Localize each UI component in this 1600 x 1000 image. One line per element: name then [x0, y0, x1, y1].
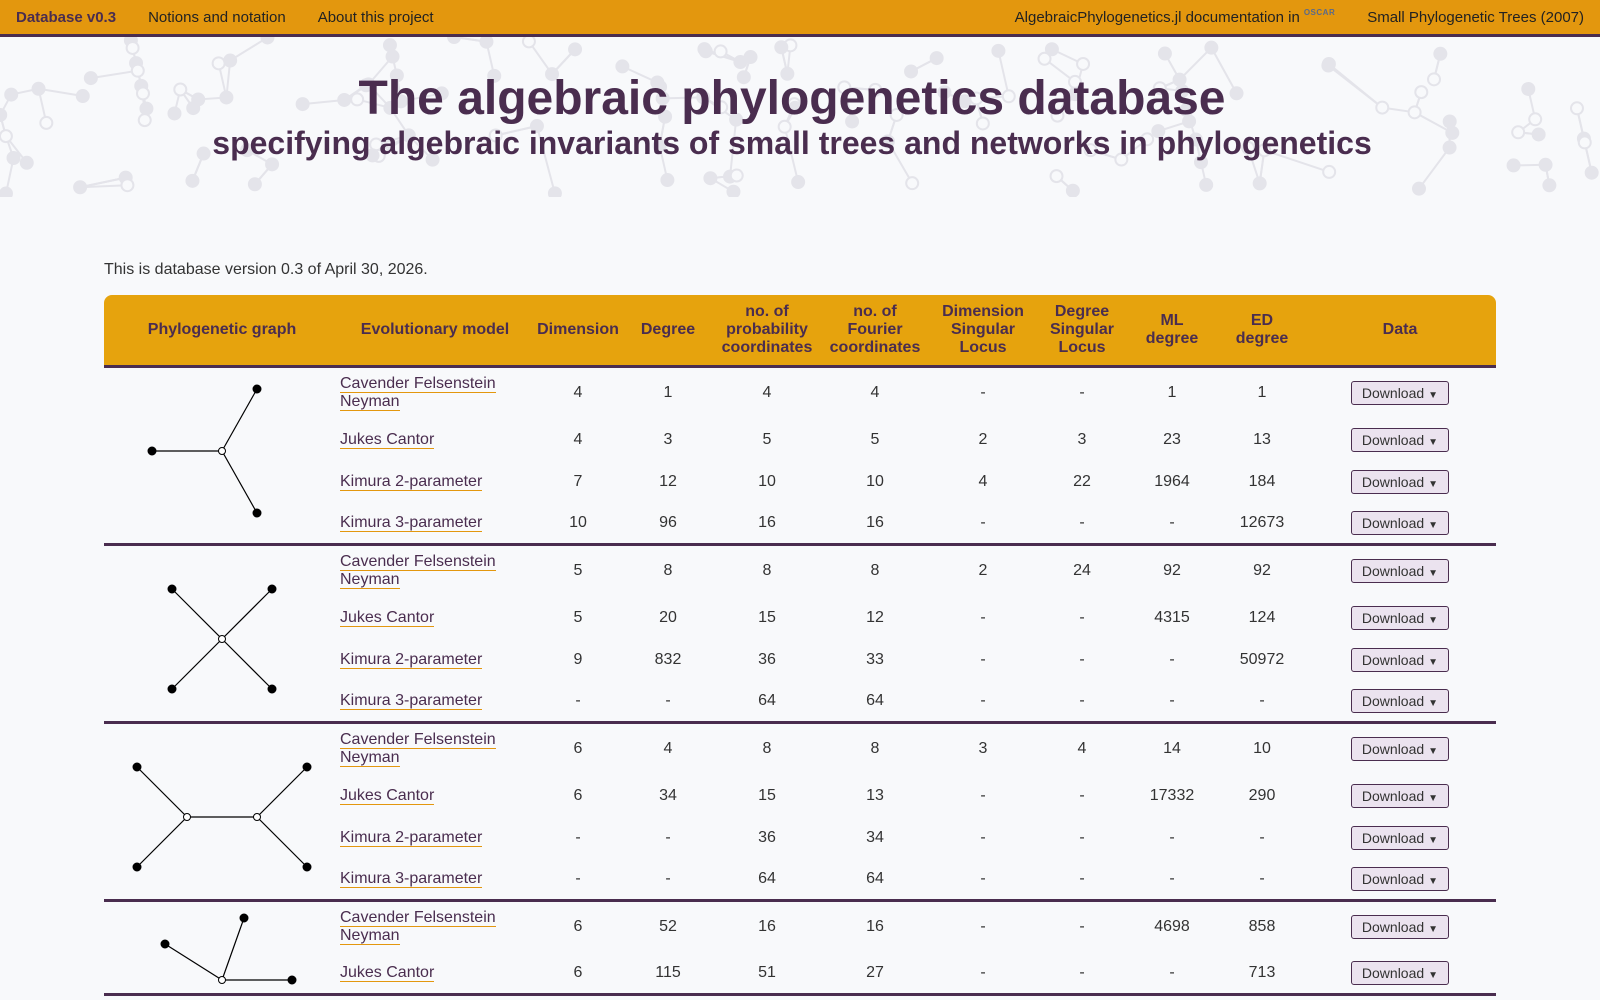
fourier-coordinates-cell: 4 — [870, 384, 880, 402]
model-link-text: Kimura 3-parameter — [340, 691, 483, 709]
ml-degree-cell: - — [1169, 963, 1175, 981]
table-row — [104, 723, 1496, 775]
degree-cell: 8 — [663, 562, 673, 580]
leaf-node — [288, 976, 296, 984]
graph-edge — [222, 589, 272, 639]
caret-down-icon: ▼ — [1428, 746, 1439, 758]
dimension-cell: - — [575, 869, 581, 887]
internal-node — [219, 976, 226, 983]
dimension-cell: 10 — [569, 513, 587, 531]
table-row — [104, 901, 1496, 953]
model-link-text: Jukes Cantor — [340, 608, 435, 626]
graph-edge — [222, 451, 257, 513]
ed-degree-cell: 10 — [1253, 740, 1271, 758]
model-cell — [340, 723, 530, 775]
header-dimension: Dimension — [530, 295, 626, 367]
model-link[interactable] — [340, 692, 482, 710]
data-cell — [1304, 953, 1496, 995]
degree-cell: - — [665, 869, 671, 887]
degree-cell: 96 — [659, 513, 677, 531]
model-link[interactable] — [340, 787, 434, 805]
ml-degree-cell: 17332 — [1149, 786, 1195, 804]
fourier-coordinates-cell: 64 — [866, 691, 884, 709]
model-link-text: Jukes Cantor — [340, 430, 435, 448]
data-cell — [1304, 817, 1496, 859]
dimension-singular-locus-cell: - — [980, 608, 986, 626]
download-label: Download — [1361, 741, 1425, 758]
ed-degree-cell: 12673 — [1239, 513, 1285, 531]
ed-degree-cell: - — [1259, 691, 1265, 709]
oscar-logo[interactable]: OSCAR — [1303, 8, 1336, 17]
dimension-singular-locus-cell: 2 — [978, 562, 988, 580]
degree-cell: 1 — [663, 384, 673, 402]
graph-edge — [172, 589, 222, 639]
table-group — [104, 367, 1496, 545]
internal-node — [254, 813, 261, 820]
four-leaf-star-tree-graph — [127, 574, 317, 694]
fourier-coordinates-cell: 13 — [866, 786, 884, 804]
degree-singular-locus-cell: - — [1079, 513, 1085, 531]
leaf-node — [133, 763, 141, 771]
page-title: The algebraic phylogenetics database — [358, 72, 1226, 125]
leaf-node — [240, 914, 248, 922]
ml-degree-cell: - — [1169, 869, 1175, 887]
data-cell — [1304, 901, 1496, 953]
download-label: Download — [1361, 563, 1425, 580]
dimension-singular-locus-cell: 4 — [978, 472, 988, 490]
nav-link-notions[interactable]: Notions and notation — [148, 8, 286, 26]
degree-cell: 20 — [659, 608, 677, 626]
model-link-text: Kimura 3-parameter — [340, 513, 483, 531]
model-link-text: Neyman — [340, 927, 400, 945]
dimension-cell: 9 — [573, 650, 583, 668]
data-cell — [1304, 545, 1496, 597]
download-label: Download — [1361, 964, 1425, 981]
data-cell — [1304, 367, 1496, 419]
ed-degree-cell: - — [1259, 869, 1265, 887]
probability-coordinates-cell: 16 — [758, 513, 776, 531]
leaf-node — [303, 763, 311, 771]
ed-degree-cell: 184 — [1248, 472, 1276, 490]
download-label: Download — [1361, 385, 1425, 402]
download-label: Download — [1361, 514, 1425, 531]
model-link-text: Neyman — [340, 393, 400, 411]
dimension-singular-locus-cell: 2 — [978, 430, 988, 448]
dimension-cell: 5 — [573, 608, 583, 626]
dimension-cell: - — [575, 828, 581, 846]
version-text: This is database version 0.3 of April 30, 2026. — [104, 261, 428, 278]
graph-edge — [222, 389, 257, 451]
data-cell — [1304, 859, 1496, 901]
dimension-cell: - — [575, 691, 581, 709]
data-cell — [1304, 639, 1496, 681]
degree-cell: 34 — [659, 786, 677, 804]
data-cell — [1304, 503, 1496, 545]
caret-down-icon: ▼ — [1428, 697, 1439, 709]
probability-coordinates-cell: 15 — [758, 786, 776, 804]
caret-down-icon: ▼ — [1428, 519, 1439, 531]
graph-edge — [137, 817, 187, 867]
probability-coordinates-cell: 64 — [758, 691, 776, 709]
internal-node — [184, 813, 191, 820]
ed-degree-cell: 1 — [1257, 384, 1267, 402]
fourier-coordinates-cell: 34 — [866, 828, 884, 846]
dimension-cell: 6 — [573, 740, 583, 758]
leaf-node — [268, 585, 276, 593]
degree-singular-locus-cell: - — [1079, 869, 1085, 887]
download-label: Download — [1361, 692, 1425, 709]
model-cell — [340, 503, 530, 545]
model-cell — [340, 901, 530, 953]
download-button[interactable] — [1351, 915, 1449, 939]
graph-edge — [165, 944, 222, 980]
model-cell — [340, 775, 530, 817]
model-cell — [340, 859, 530, 901]
model-cell — [340, 817, 530, 859]
model-link-text: Kimura 3-parameter — [340, 869, 483, 887]
download-label: Download — [1361, 787, 1425, 804]
model-cell — [340, 367, 530, 419]
table-group — [104, 545, 1496, 723]
degree-singular-locus-cell: - — [1079, 384, 1085, 402]
probability-coordinates-cell: 8 — [762, 562, 772, 580]
ed-degree-cell: 124 — [1248, 608, 1276, 626]
degree-singular-locus-cell: 3 — [1077, 430, 1087, 448]
dimension-singular-locus-cell: - — [980, 513, 986, 531]
degree-cell: - — [665, 828, 671, 846]
header-fourier-coordinates: no. of Fourier coordinates — [824, 295, 926, 367]
degree-cell: 115 — [655, 963, 681, 981]
download-button[interactable] — [1351, 511, 1449, 535]
data-cell — [1304, 775, 1496, 817]
probability-coordinates-cell: 5 — [762, 430, 772, 448]
dimension-cell: 6 — [573, 786, 583, 804]
leaf-node — [148, 447, 156, 455]
probability-coordinates-cell: 16 — [758, 918, 776, 936]
model-link-text: Cavender Felsenstein — [340, 553, 496, 571]
ml-degree-cell: 4315 — [1154, 608, 1190, 626]
fourier-coordinates-cell: 33 — [866, 650, 884, 668]
caret-down-icon: ▼ — [1428, 792, 1439, 804]
caret-down-icon: ▼ — [1428, 924, 1439, 936]
dimension-cell: 4 — [573, 384, 583, 402]
download-label: Download — [1361, 431, 1425, 448]
table-row — [104, 545, 1496, 597]
model-link-text: Cavender Felsenstein — [340, 731, 496, 749]
caret-down-icon: ▼ — [1428, 875, 1439, 887]
dimension-singular-locus-cell: - — [980, 918, 986, 936]
nav-link-small-phylogenetic-trees[interactable]: Small Phylogenetic Trees (2007) — [1367, 8, 1584, 26]
degree-cell: 52 — [659, 918, 677, 936]
probability-coordinates-cell: 8 — [762, 740, 772, 758]
four-leaf-binary-tree-graph — [127, 752, 317, 872]
download-button[interactable] — [1351, 428, 1449, 452]
fourier-coordinates-cell: 16 — [866, 513, 884, 531]
download-button[interactable] — [1351, 689, 1449, 713]
caret-down-icon: ▼ — [1428, 969, 1439, 981]
model-link-text: Kimura 2-parameter — [340, 828, 483, 846]
dimension-singular-locus-cell: - — [980, 828, 986, 846]
model-link[interactable] — [340, 553, 496, 589]
degree-singular-locus-cell: - — [1079, 650, 1085, 668]
phylogenetic-graph-cell — [104, 367, 340, 545]
dimension-singular-locus-cell: - — [980, 786, 986, 804]
leaf-node — [253, 385, 261, 393]
model-link[interactable] — [340, 473, 482, 491]
dimension-singular-locus-cell: 3 — [978, 740, 988, 758]
dimension-cell: 4 — [573, 430, 583, 448]
invariants-table — [104, 295, 1496, 996]
probability-coordinates-cell: 51 — [758, 963, 776, 981]
data-cell — [1304, 681, 1496, 723]
degree-singular-locus-cell: 24 — [1073, 562, 1091, 580]
download-button[interactable] — [1351, 470, 1449, 494]
leaf-node — [168, 585, 176, 593]
graph-edge — [137, 767, 187, 817]
probability-coordinates-cell: 15 — [758, 608, 776, 626]
degree-singular-locus-cell: 4 — [1077, 740, 1087, 758]
nav-right-group — [1015, 8, 1600, 26]
ml-degree-cell: 4698 — [1154, 918, 1190, 936]
model-link-text: Kimura 2-parameter — [340, 472, 483, 490]
ed-degree-cell: - — [1259, 828, 1265, 846]
model-link-text: Cavender Felsenstein — [340, 375, 496, 393]
ml-degree-cell: 23 — [1163, 430, 1181, 448]
ml-degree-cell: - — [1169, 691, 1175, 709]
five-leaf-tree-graph — [127, 903, 317, 993]
header-degree: Degree — [626, 295, 710, 367]
degree-cell: - — [665, 691, 671, 709]
nav-brand[interactable]: Database v0.3 — [16, 8, 117, 26]
download-button[interactable] — [1351, 381, 1449, 405]
leaf-node — [168, 685, 176, 693]
leaf-node — [268, 685, 276, 693]
fourier-coordinates-cell: 5 — [870, 430, 880, 448]
ml-degree-cell: - — [1169, 650, 1175, 668]
dimension-cell: 5 — [573, 562, 583, 580]
model-cell — [340, 419, 530, 461]
phylogenetic-graph-cell — [104, 545, 340, 723]
table-header — [104, 295, 1496, 367]
model-link-text: Kimura 2-parameter — [340, 650, 483, 668]
ml-degree-cell: - — [1169, 513, 1175, 531]
download-button[interactable] — [1351, 784, 1449, 808]
model-link[interactable] — [340, 651, 482, 669]
header-probability-coordinates: no. of probability coordinates — [710, 295, 824, 367]
table-group — [104, 723, 1496, 901]
dimension-cell: 6 — [573, 963, 583, 981]
phylogenetic-graph-cell — [104, 901, 340, 995]
probability-coordinates-cell: 36 — [758, 650, 776, 668]
caret-down-icon: ▼ — [1428, 614, 1439, 626]
dimension-cell: 6 — [573, 918, 583, 936]
model-link[interactable] — [340, 609, 434, 627]
page-subtitle: specifying algebraic invariants of small trees and networks in phylogenetics — [212, 125, 1372, 161]
caret-down-icon: ▼ — [1428, 656, 1439, 668]
ed-degree-cell: 13 — [1253, 430, 1271, 448]
model-link[interactable] — [340, 909, 496, 945]
model-link[interactable] — [340, 514, 482, 532]
graph-edge — [222, 639, 272, 689]
leaf-node — [133, 863, 141, 871]
download-button[interactable] — [1351, 559, 1449, 583]
model-cell — [340, 461, 530, 503]
model-cell — [340, 953, 530, 995]
degree-cell: 832 — [654, 650, 682, 668]
ml-degree-cell: 1964 — [1154, 472, 1190, 490]
caret-down-icon: ▼ — [1428, 390, 1439, 402]
degree-cell: 12 — [659, 472, 677, 490]
fourier-coordinates-cell: 16 — [866, 918, 884, 936]
leaf-node — [253, 509, 261, 517]
header-degree-singular-locus: Degree Singular Locus — [1040, 295, 1124, 367]
phylogenetic-graph-cell — [104, 723, 340, 901]
model-link-text: Neyman — [340, 749, 400, 767]
probability-coordinates-cell: 64 — [758, 869, 776, 887]
table-row — [104, 367, 1496, 419]
fourier-coordinates-cell: 10 — [866, 472, 884, 490]
header-data: Data — [1304, 295, 1496, 367]
model-cell — [340, 597, 530, 639]
three-leaf-star-tree-graph — [127, 381, 317, 531]
download-button[interactable] — [1351, 867, 1449, 891]
model-link-text: Jukes Cantor — [340, 963, 435, 981]
caret-down-icon: ▼ — [1428, 834, 1439, 846]
header-graph: Phylogenetic graph — [104, 295, 340, 367]
nav-link-about[interactable]: About this project — [317, 8, 434, 26]
header-ml-degree: ML degree — [1124, 295, 1220, 367]
download-button[interactable] — [1351, 961, 1449, 985]
header-ed-degree: ED degree — [1220, 295, 1304, 367]
download-label: Download — [1361, 651, 1425, 668]
degree-singular-locus-cell: - — [1079, 918, 1085, 936]
ed-degree-cell: 290 — [1248, 786, 1276, 804]
download-button[interactable] — [1351, 826, 1449, 850]
header-dimension-singular-locus: Dimension Singular Locus — [926, 295, 1040, 367]
internal-node — [219, 635, 226, 642]
table-group — [104, 901, 1496, 995]
model-link[interactable] — [340, 964, 434, 982]
ed-degree-cell: 50972 — [1239, 650, 1285, 668]
caret-down-icon: ▼ — [1428, 436, 1439, 448]
data-cell — [1304, 419, 1496, 461]
probability-coordinates-cell: 10 — [758, 472, 776, 490]
top-navbar — [0, 0, 1600, 37]
caret-down-icon: ▼ — [1428, 568, 1439, 580]
download-label: Download — [1361, 870, 1425, 887]
ml-degree-cell: 14 — [1163, 740, 1181, 758]
probability-coordinates-cell: 36 — [758, 828, 776, 846]
model-link[interactable] — [340, 870, 482, 888]
dimension-singular-locus-cell: - — [980, 691, 986, 709]
model-link[interactable] — [340, 431, 434, 449]
ml-degree-cell: 92 — [1163, 562, 1181, 580]
nav-link-algebraicphylogenetics-docs[interactable]: AlgebraicPhylogenetics.jl documentation in — [1014, 8, 1300, 26]
degree-singular-locus-cell: - — [1079, 828, 1085, 846]
graph-edge — [257, 817, 307, 867]
degree-singular-locus-cell: - — [1079, 786, 1085, 804]
ml-degree-cell: - — [1169, 828, 1175, 846]
graph-edge — [172, 639, 222, 689]
fourier-coordinates-cell: 64 — [866, 869, 884, 887]
data-cell — [1304, 723, 1496, 775]
ml-degree-cell: 1 — [1167, 384, 1177, 402]
ed-degree-cell: 713 — [1248, 963, 1276, 981]
download-button[interactable] — [1351, 606, 1449, 630]
ed-degree-cell: 92 — [1253, 562, 1271, 580]
model-link[interactable] — [340, 731, 496, 767]
leaf-node — [303, 863, 311, 871]
fourier-coordinates-cell: 12 — [866, 608, 884, 626]
degree-singular-locus-cell: - — [1079, 691, 1085, 709]
model-link[interactable] — [340, 375, 496, 411]
model-link-text: Jukes Cantor — [340, 786, 435, 804]
degree-singular-locus-cell: - — [1079, 963, 1085, 981]
dimension-singular-locus-cell: - — [980, 869, 986, 887]
degree-cell: 3 — [663, 430, 673, 448]
model-link-text: Neyman — [340, 571, 400, 589]
data-cell — [1304, 597, 1496, 639]
dimension-singular-locus-cell: - — [980, 650, 986, 668]
download-label: Download — [1361, 609, 1425, 626]
graph-edge — [222, 918, 244, 980]
probability-coordinates-cell: 4 — [762, 384, 772, 402]
download-button[interactable] — [1351, 737, 1449, 761]
degree-singular-locus-cell: 22 — [1073, 472, 1091, 490]
degree-cell: 4 — [663, 740, 673, 758]
fourier-coordinates-cell: 8 — [870, 740, 880, 758]
caret-down-icon: ▼ — [1428, 478, 1439, 490]
ed-degree-cell: 858 — [1248, 918, 1276, 936]
model-link[interactable] — [340, 829, 482, 847]
internal-node — [219, 447, 226, 454]
header-model: Evolutionary model — [340, 295, 530, 367]
download-label: Download — [1361, 829, 1425, 846]
graph-edge — [257, 767, 307, 817]
fourier-coordinates-cell: 8 — [870, 562, 880, 580]
model-cell — [340, 681, 530, 723]
dimension-singular-locus-cell: - — [980, 963, 986, 981]
dimension-singular-locus-cell: - — [980, 384, 986, 402]
download-label: Download — [1361, 473, 1425, 490]
download-label: Download — [1361, 919, 1425, 936]
model-cell — [340, 545, 530, 597]
fourier-coordinates-cell: 27 — [866, 963, 884, 981]
download-button[interactable] — [1351, 648, 1449, 672]
leaf-node — [161, 940, 169, 948]
data-cell — [1304, 461, 1496, 503]
model-link-text: Cavender Felsenstein — [340, 909, 496, 927]
degree-singular-locus-cell: - — [1079, 608, 1085, 626]
model-cell — [340, 639, 530, 681]
dimension-cell: 7 — [573, 472, 583, 490]
hero-banner — [0, 37, 1600, 197]
